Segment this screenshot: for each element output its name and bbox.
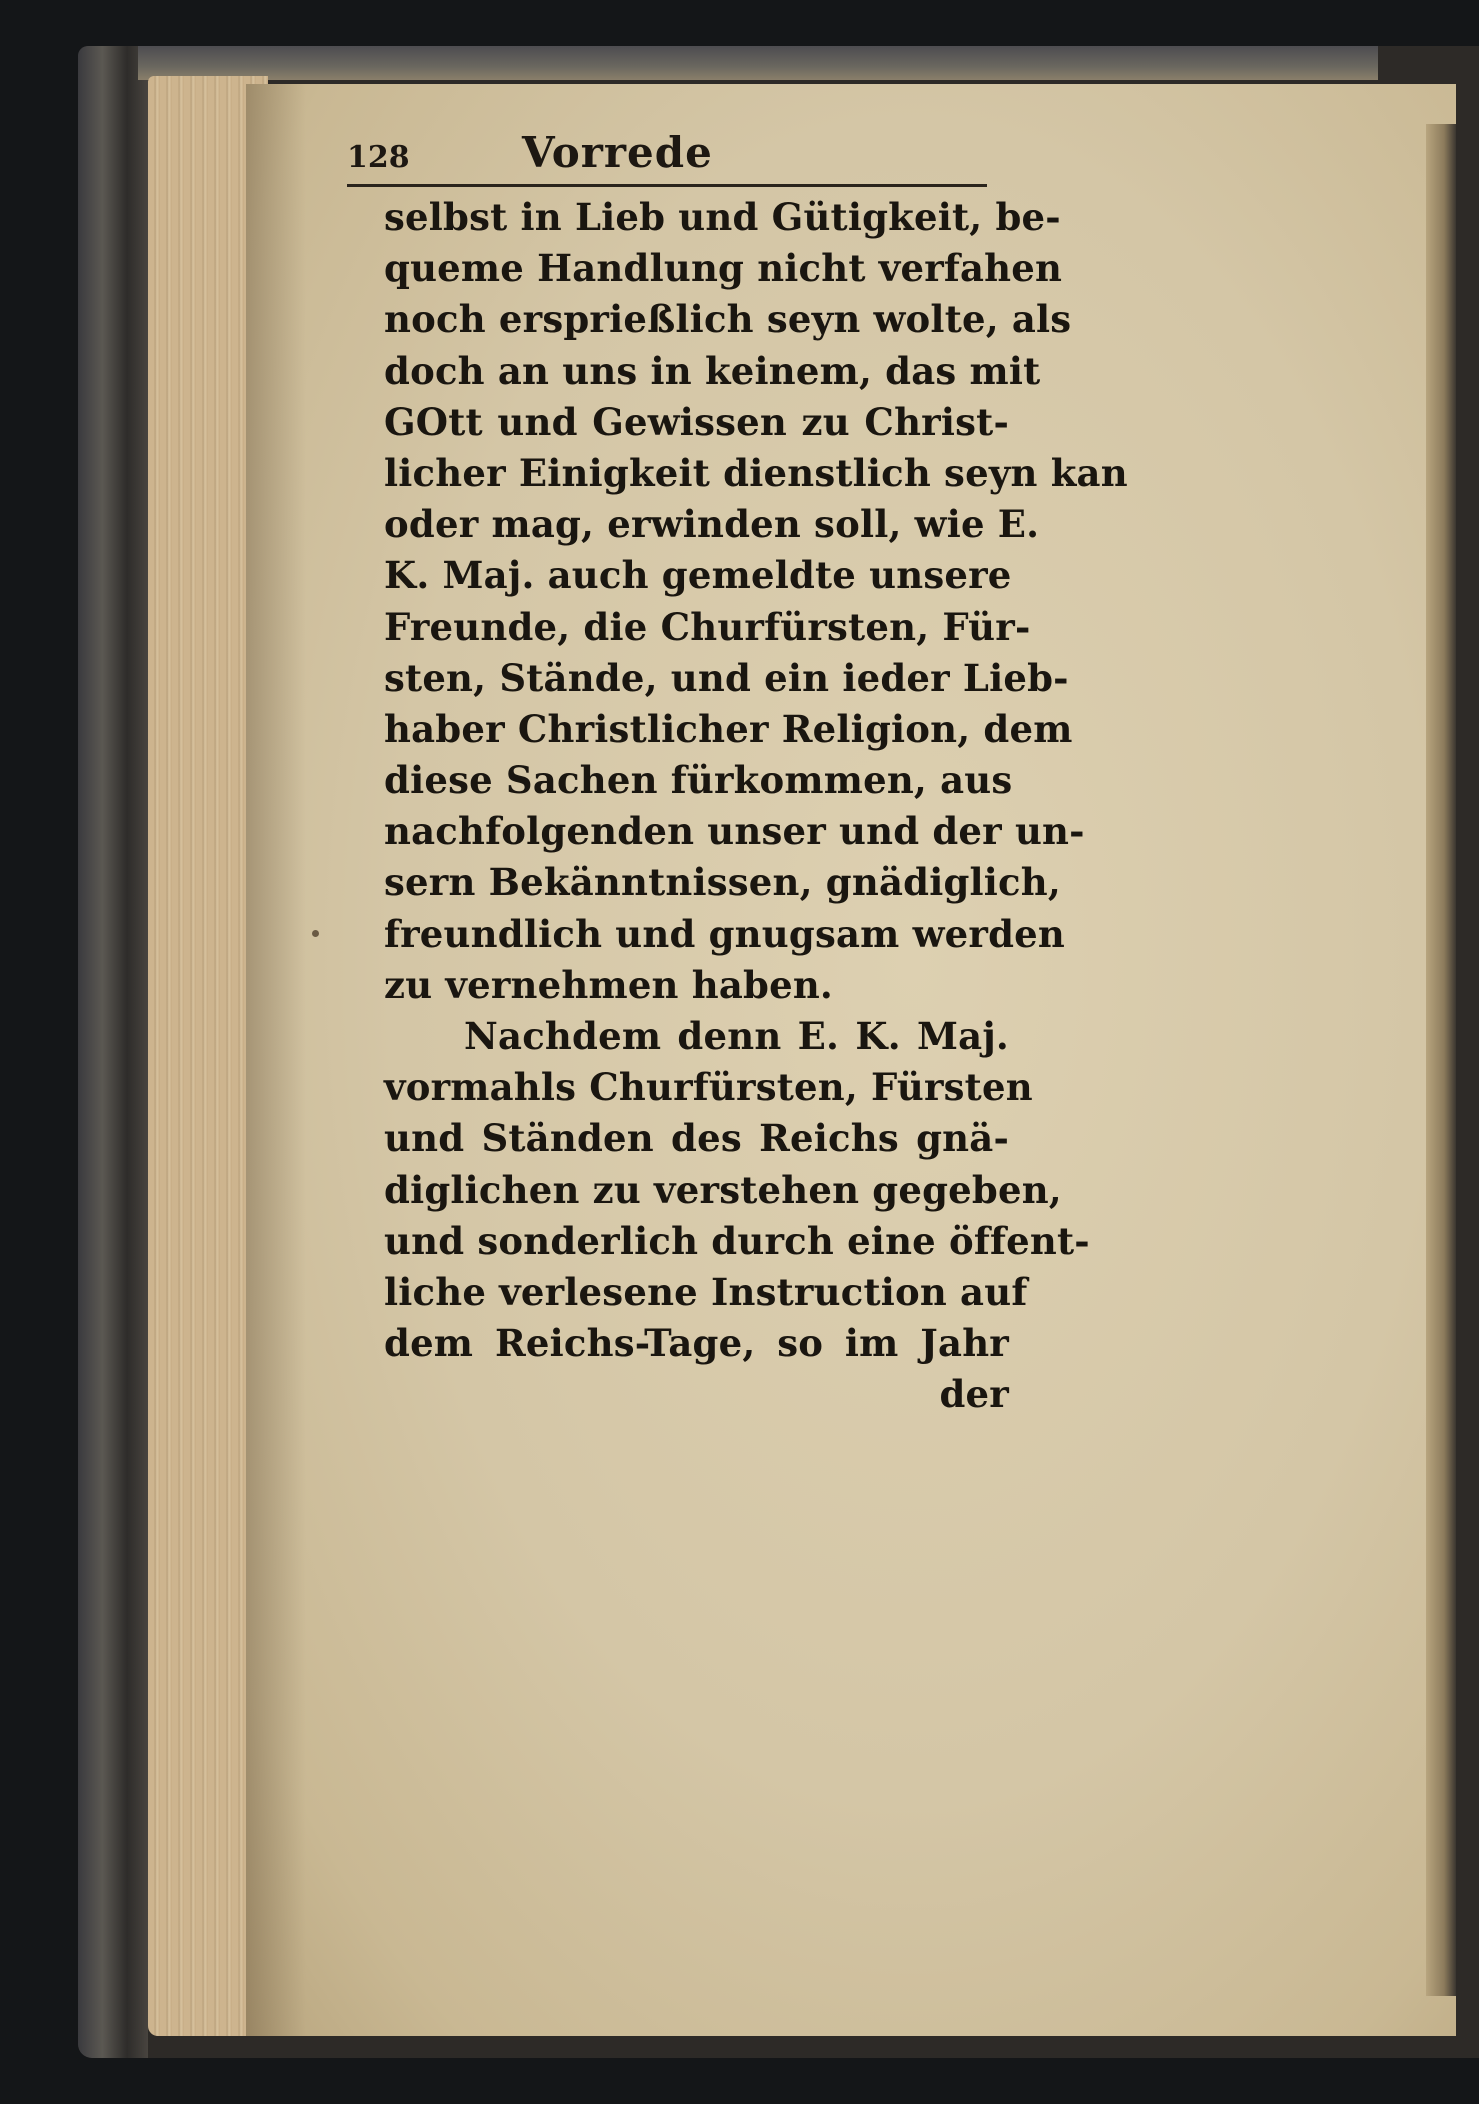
running-head: Vorrede bbox=[522, 128, 713, 177]
text-line: dem Reichs-Tage, so im Jahr bbox=[384, 1321, 1009, 1366]
text-line: selbst in Lieb und Gütigkeit, be- bbox=[384, 195, 1061, 239]
ink-spot bbox=[312, 930, 319, 937]
text-line: Nachdem denn E. K. Maj. bbox=[464, 1014, 1009, 1058]
header-rule bbox=[347, 184, 987, 187]
text-line: und Ständen des Reichs gnä- bbox=[384, 1116, 1009, 1161]
text-line: K. Maj. auch gemeldte unsere bbox=[384, 553, 1012, 598]
text-line: sten, Stände, und ein ieder Lieb- bbox=[384, 655, 1069, 700]
text-line: Freunde, die Churfürsten, Für- bbox=[384, 604, 1031, 649]
facing-page-edge bbox=[1426, 124, 1456, 1996]
text-line: queme Handlung nicht verfahen bbox=[384, 246, 1063, 291]
text-line: liche verlesene Instruction auf bbox=[384, 1269, 1028, 1314]
text-line: doch an uns in keinem, das mit bbox=[384, 348, 1041, 393]
text-line: diese Sachen fürkommen, aus bbox=[384, 758, 1013, 803]
text-line: diglichen zu verstehen gegeben, bbox=[384, 1167, 1062, 1212]
text-line: sern Bekänntnissen, gnädiglich, bbox=[384, 860, 1061, 905]
text-line: und sonderlich durch eine öffent- bbox=[384, 1218, 1090, 1263]
catchword: der bbox=[939, 1372, 1009, 1417]
page-number: 128 bbox=[347, 140, 410, 175]
text-line: vormahls Churfürsten, Fürsten bbox=[384, 1065, 1033, 1110]
page-header bbox=[347, 128, 987, 188]
gutter-shadow bbox=[246, 84, 306, 2036]
text-line: freundlich und gnugsam werden bbox=[384, 911, 1065, 956]
text-line: nachfolgenden unser und der un- bbox=[384, 809, 1085, 854]
text-line: haber Christlicher Religion, dem bbox=[384, 706, 1073, 751]
text-line: zu vernehmen haben. bbox=[384, 962, 834, 1007]
book-cover-top bbox=[138, 46, 1378, 80]
book-cover-edge bbox=[78, 46, 148, 2058]
text-line: noch ersprießlich seyn wolte, als bbox=[384, 297, 1072, 342]
text-block bbox=[384, 192, 1128, 1421]
text-line: licher Einigkeit dienstlich seyn kan bbox=[384, 450, 1128, 495]
text-line: GOtt und Gewissen zu Christ- bbox=[384, 399, 1009, 444]
text-line: oder mag, erwinden soll, wie E. bbox=[384, 502, 1040, 547]
